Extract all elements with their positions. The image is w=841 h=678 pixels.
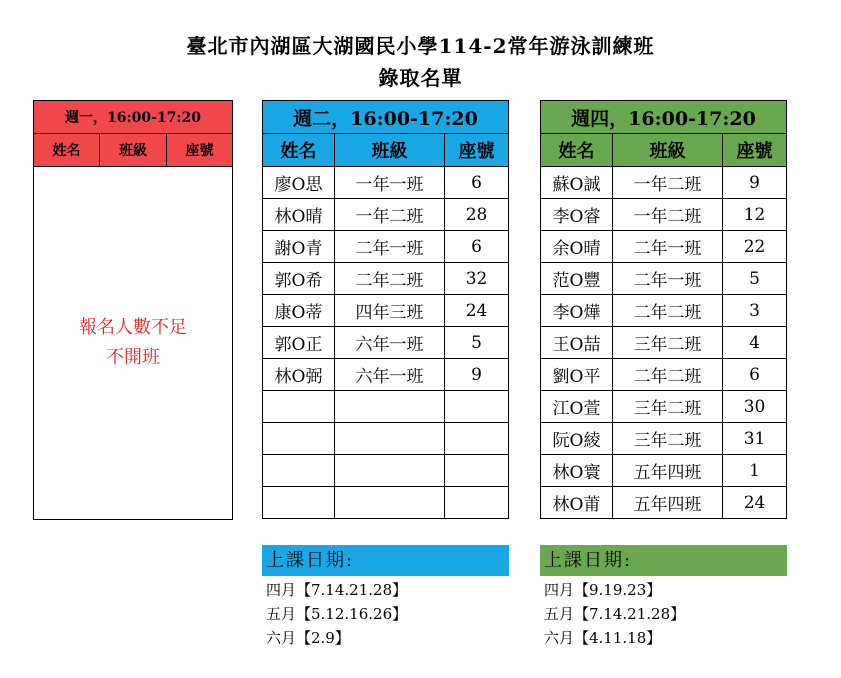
student-class: 二年一班 — [613, 231, 723, 263]
thursday-date-line: 五月【7.14.21.28】 — [544, 605, 686, 623]
student-name: 阮O綾 — [541, 423, 613, 455]
student-seat: 6 — [445, 231, 509, 263]
student-class: 五年四班 — [613, 487, 723, 519]
student-seat: 5 — [445, 327, 509, 359]
table-row — [263, 423, 509, 455]
student-name: 林O弼 — [263, 359, 335, 391]
student-class: 一年二班 — [335, 199, 445, 231]
student-seat: 32 — [445, 263, 509, 295]
table-row — [263, 295, 509, 327]
tuesday-dates-title: 上課日期: — [262, 545, 509, 576]
student-class — [335, 487, 445, 519]
table-row — [541, 359, 787, 391]
student-name — [263, 455, 335, 487]
student-class: 二年二班 — [613, 359, 723, 391]
student-seat — [445, 423, 509, 455]
thursday-table — [540, 100, 787, 519]
monday-notice — [34, 167, 233, 520]
monday-notice-line1: 報名人數不足 — [79, 317, 187, 338]
student-seat: 24 — [445, 295, 509, 327]
student-seat — [445, 455, 509, 487]
student-class: 一年一班 — [335, 167, 445, 199]
tuesday-date-line: 四月【7.14.21.28】 — [266, 581, 408, 599]
student-seat: 5 — [723, 263, 787, 295]
student-class: 二年一班 — [335, 231, 445, 263]
col-class: 班級 — [613, 134, 723, 167]
document-subtitle: 錄取名單 — [378, 66, 463, 90]
student-name — [263, 391, 335, 423]
student-name: 王O喆 — [541, 327, 613, 359]
student-name: 劉O平 — [541, 359, 613, 391]
tuesday-rows — [263, 167, 509, 519]
col-seat: 座號 — [723, 134, 787, 167]
student-name: 郭O希 — [263, 263, 335, 295]
thursday-dates — [540, 545, 787, 650]
student-class — [335, 455, 445, 487]
tuesday-date-line: 六月【2.9】 — [266, 629, 350, 647]
student-seat — [445, 487, 509, 519]
student-seat: 31 — [723, 423, 787, 455]
student-class — [335, 391, 445, 423]
table-row — [541, 423, 787, 455]
student-class: 二年二班 — [335, 263, 445, 295]
student-seat: 28 — [445, 199, 509, 231]
student-seat: 12 — [723, 199, 787, 231]
student-class: 六年一班 — [335, 327, 445, 359]
student-seat: 24 — [723, 487, 787, 519]
table-row — [541, 391, 787, 423]
thursday-date-line: 四月【9.19.23】 — [544, 581, 662, 599]
document-title: 臺北市內湖區大湖國民小學114-2常年游泳訓練班 — [186, 34, 655, 58]
student-name: 蘇O誠 — [541, 167, 613, 199]
student-name: 李O睿 — [541, 199, 613, 231]
tuesday-date-line: 五月【5.12.16.26】 — [266, 605, 408, 623]
col-name: 姓名 — [541, 134, 613, 167]
monday-table — [33, 100, 233, 520]
table-row — [263, 167, 509, 199]
student-class: 二年一班 — [613, 263, 723, 295]
table-row — [263, 455, 509, 487]
table-row — [263, 391, 509, 423]
tuesday-table — [262, 100, 509, 519]
student-seat: 4 — [723, 327, 787, 359]
student-class: 一年二班 — [613, 199, 723, 231]
student-seat: 22 — [723, 231, 787, 263]
student-name: 林O寰 — [541, 455, 613, 487]
table-row — [263, 487, 509, 519]
table-row — [541, 199, 787, 231]
student-name — [263, 423, 335, 455]
thursday-dates-title: 上課日期: — [540, 545, 787, 576]
student-class: 六年一班 — [335, 359, 445, 391]
col-class: 班級 — [335, 134, 445, 167]
tuesday-dates — [262, 545, 509, 650]
table-row — [263, 359, 509, 391]
col-seat: 座號 — [445, 134, 509, 167]
monday-header: 週一，16:00-17:20 — [34, 101, 233, 134]
student-seat: 6 — [445, 167, 509, 199]
table-row — [541, 295, 787, 327]
table-row — [541, 455, 787, 487]
table-row — [541, 327, 787, 359]
table-row — [263, 231, 509, 263]
student-name: 郭O正 — [263, 327, 335, 359]
student-name — [263, 487, 335, 519]
student-name: 廖O思 — [263, 167, 335, 199]
table-row — [541, 487, 787, 519]
student-class: 一年二班 — [613, 167, 723, 199]
student-name: 康O蒂 — [263, 295, 335, 327]
tuesday-header: 週二，16:00-17:20 — [263, 101, 509, 134]
student-name: 林O晴 — [263, 199, 335, 231]
thursday-header: 週四，16:00-17:20 — [541, 101, 787, 134]
monday-notice-line2: 不開班 — [106, 347, 160, 368]
student-seat: 9 — [723, 167, 787, 199]
student-class: 三年二班 — [613, 423, 723, 455]
table-row — [541, 231, 787, 263]
student-seat: 9 — [445, 359, 509, 391]
student-seat — [445, 391, 509, 423]
student-class: 四年三班 — [335, 295, 445, 327]
thursday-rows — [541, 167, 787, 519]
student-seat: 6 — [723, 359, 787, 391]
student-name: 李O燁 — [541, 295, 613, 327]
table-row — [263, 263, 509, 295]
student-name: 江O萱 — [541, 391, 613, 423]
col-class: 班級 — [100, 134, 167, 167]
student-name: 范O豐 — [541, 263, 613, 295]
student-seat: 30 — [723, 391, 787, 423]
table-row — [263, 327, 509, 359]
col-name: 姓名 — [34, 134, 100, 167]
student-class — [335, 423, 445, 455]
table-row — [541, 263, 787, 295]
table-row — [541, 167, 787, 199]
student-class: 三年二班 — [613, 327, 723, 359]
col-seat: 座號 — [167, 134, 233, 167]
table-row — [263, 199, 509, 231]
student-name: 余O晴 — [541, 231, 613, 263]
student-seat: 3 — [723, 295, 787, 327]
student-class: 五年四班 — [613, 455, 723, 487]
thursday-date-line: 六月【4.11.18】 — [544, 629, 662, 647]
student-class: 三年二班 — [613, 391, 723, 423]
col-name: 姓名 — [263, 134, 335, 167]
student-name: 林O莆 — [541, 487, 613, 519]
student-seat: 1 — [723, 455, 787, 487]
student-name: 謝O青 — [263, 231, 335, 263]
student-class: 二年二班 — [613, 295, 723, 327]
